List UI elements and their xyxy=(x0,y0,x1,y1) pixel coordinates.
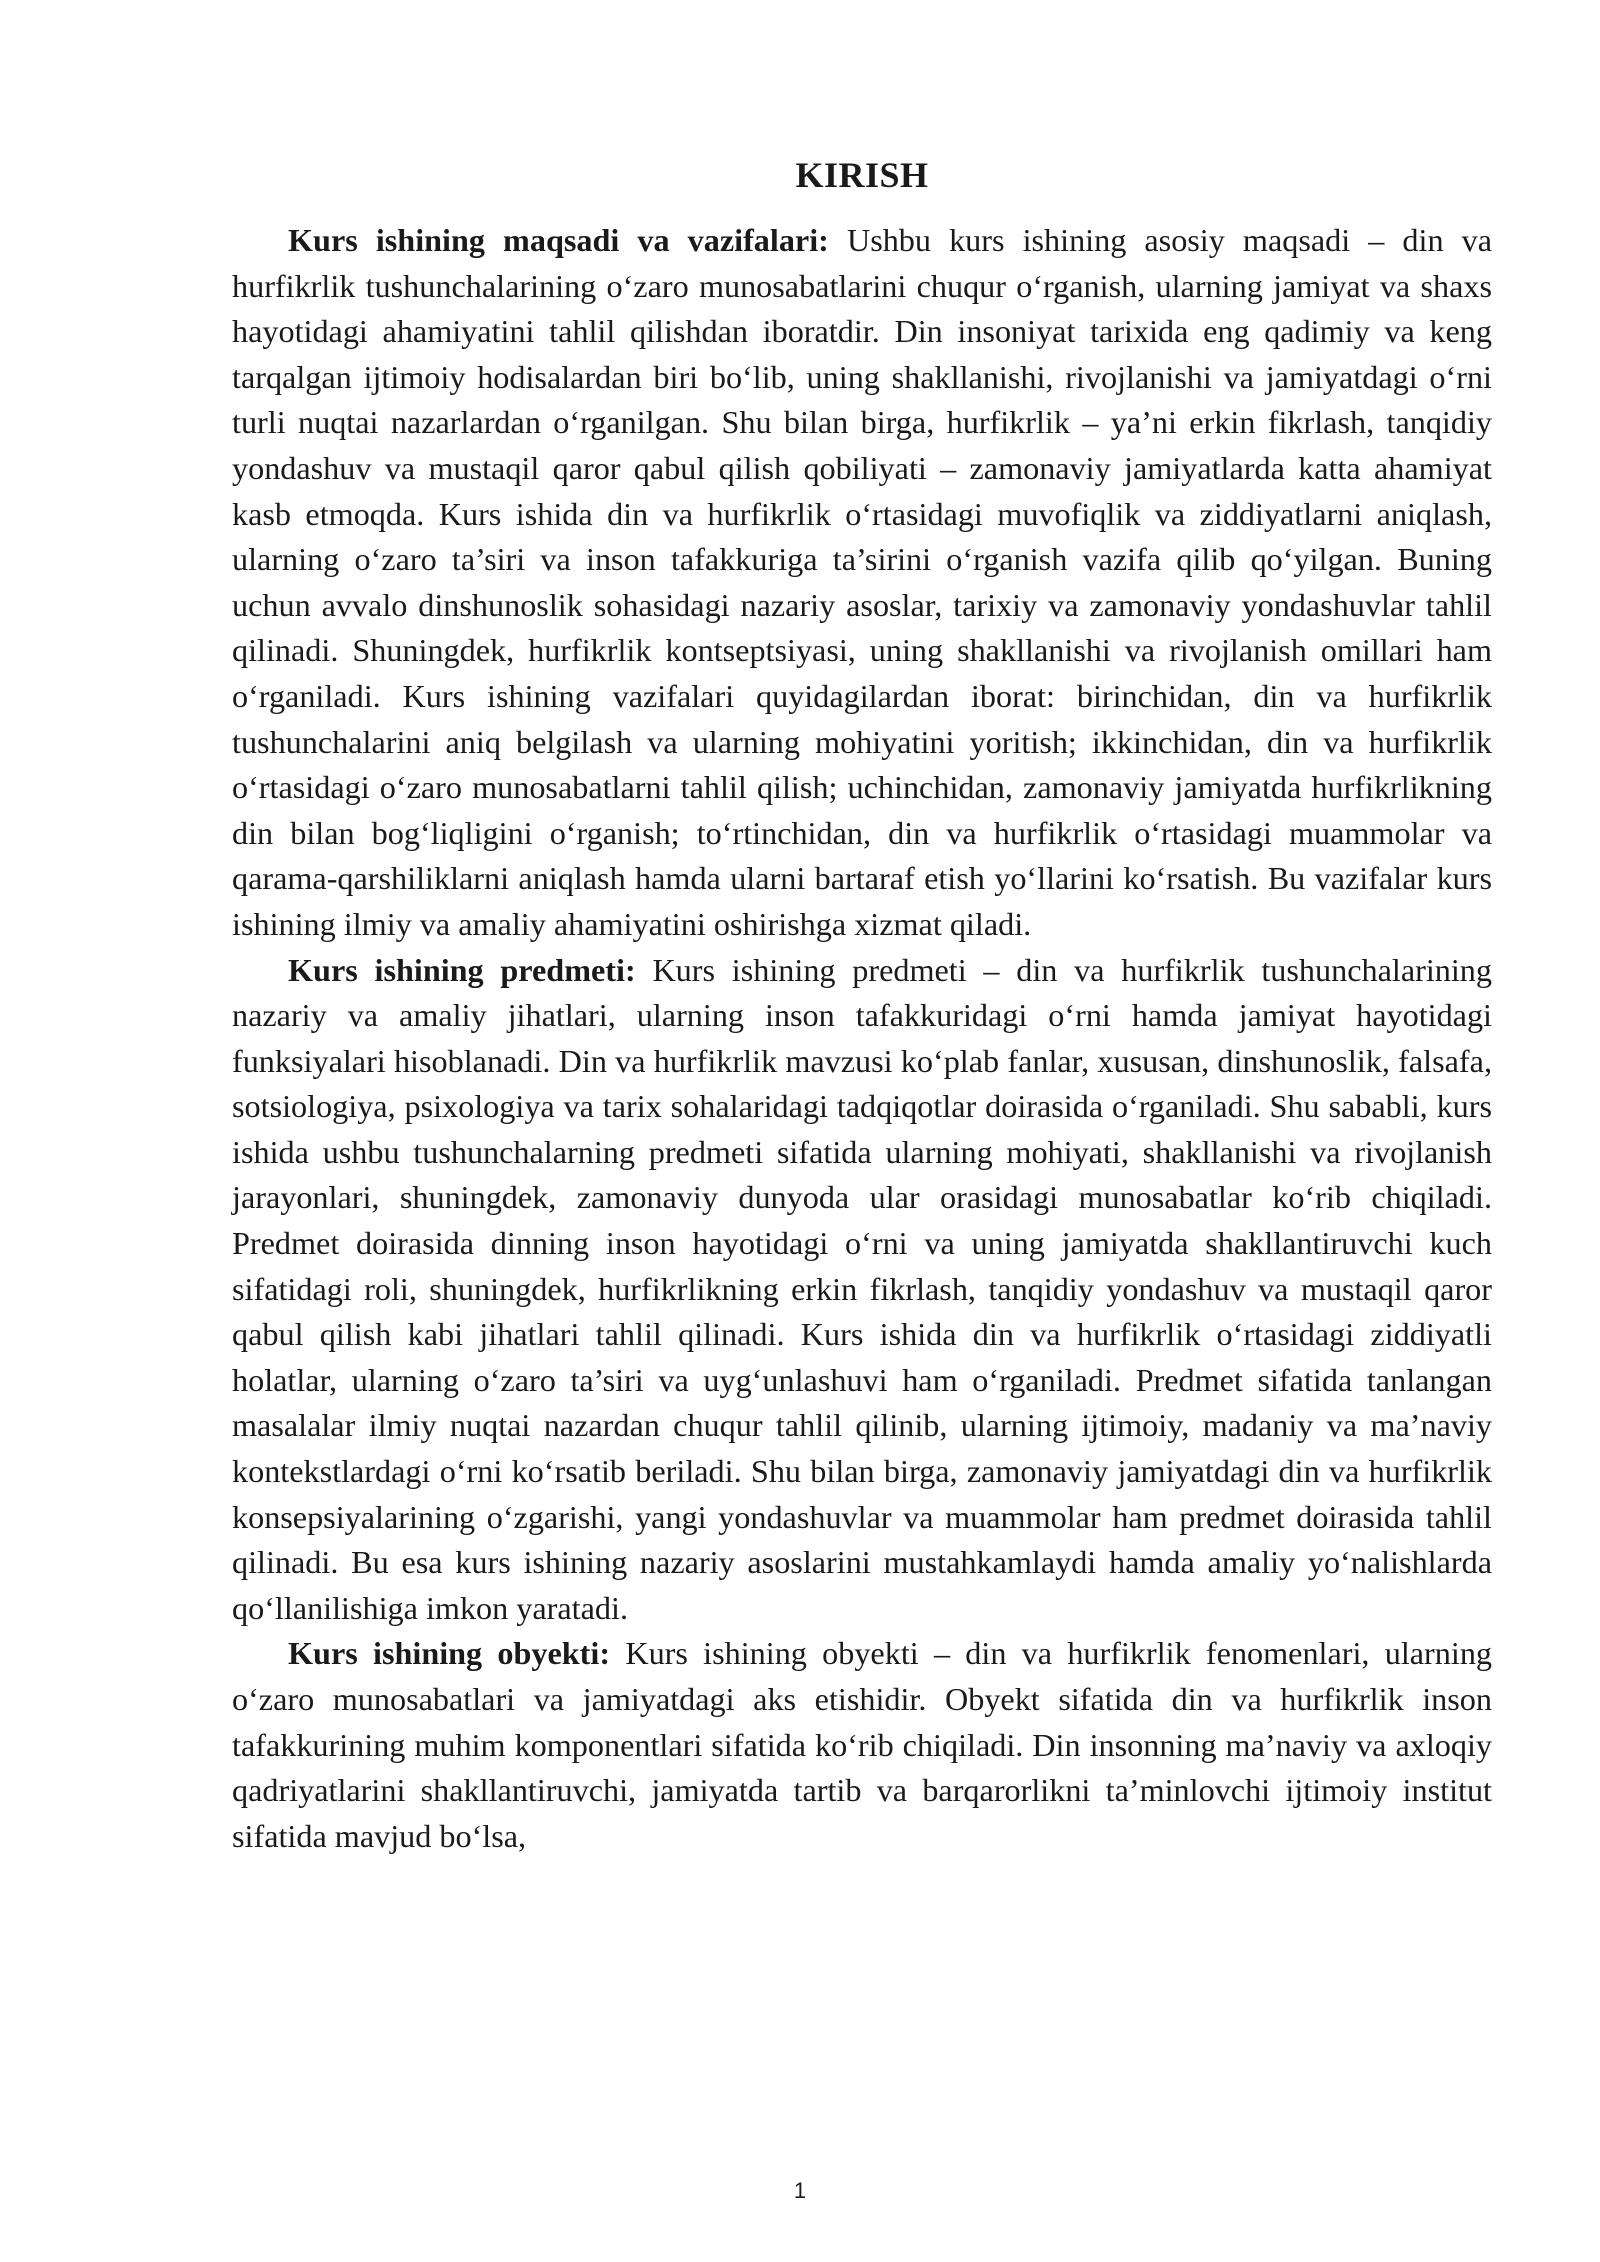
paragraph-text: Ushbu kurs ishining asosiy maqsadi – din va hurfikrlik tushunchalarining o‘zaro munosabatlarini chuqur o‘rganish, ularning jamiyat va shaxs hayotidagi ahamiyatini tahlil qilishdan iboratdir. Din insoniyat tarixida eng qadimiy va keng tarqalgan ijtimoiy hodisalardan biri bo‘lib, uning shakllanishi, rivojlanishi va jamiyatdagi o‘rni turli nuqtai nazarlardan o‘rganilgan. Shu bilan birga, hurfikrlik – ya’ni erkin fikrlash, tanqidiy yondashuv va mustaqil qaror qabul qilish qobiliyati – zamonaviy jamiyatlarda katta ahamiyat kasb etmoqda. Kurs ishida din va hurfikrlik o‘rtasidagi muvofiqlik va ziddiyatlarni aniqlash, ularning o‘zaro ta’siri va inson tafakkuriga ta’sirini o‘rganish vazifa qilib qo‘yilgan. Buning uchun avvalo dinshunoslik sohasidagi nazariy asoslar, tarixiy va zamonaviy yondashuvlar tahlil qilinadi. Shuningdek, hurfikrlik kontseptsiyasi, uning shakllanishi va rivojlanish omillari ham o‘rganiladi. Kurs ishining vazifalari quyidagilardan iborat: birinchidan, din va hurfikrlik tushunchalarini aniq belgilash va ularning mohiyatini yoritish; ikkinchidan, din va hurfikrlik o‘rtasidagi o‘zaro munosabatlarni tahlil qilish; uchinchidan, zamonaviy jamiyatda hurfikrlikning din bilan bog‘liqligini o‘rganish; to‘rtinchidan, din va hurfikrlik o‘rtasidagi muammolar va qarama-qarshiliklarni aniqlash hamda ularni bartaraf etish yo‘llarini ko‘rsatish. Bu vazifalar kurs ishining ilmiy va amaliy ahamiyatini oshirishga xizmat qiladi. xyxy=(232,222,1492,942)
paragraph-subject xyxy=(232,948,1492,1632)
paragraph-lead: Kurs ishining obyekti: xyxy=(288,1635,611,1672)
paragraph-purpose xyxy=(232,218,1492,948)
paragraph-text: Kurs ishining obyekti – din va hurfikrlik fenomenlari, ularning o‘zaro munosabatlari va jamiyatdagi aks etishidir. Obyekt sifatida din va hurfikrlik inson tafakkurining muhim komponentlari sifatida ko‘rib chiqiladi. Din insonning ma’naviy va axloqiy qadriyatlarini shakllantiruvchi, jamiyatda tartib va barqarorlikni ta’minlovchi ijtimoiy institut sifatida mavjud bo‘lsa, xyxy=(232,1635,1493,1854)
page-title: KIRISH xyxy=(795,155,929,195)
paragraph-lead: Kurs ishining maqsadi va vazifalari: xyxy=(288,222,829,258)
page-number: 1 xyxy=(793,2178,807,2203)
paragraph-object xyxy=(232,1631,1492,1859)
paragraph-lead: Kurs ishining predmeti: xyxy=(288,951,636,988)
document-page xyxy=(232,150,1492,1859)
paragraph-text: Kurs ishining predmeti – din va hurfikrlik tushunchalarining nazariy va amaliy jihatlari, ularning inson tafakkuridagi o‘rni hamda jamiyat hayotidagi funksiyalari hisoblanadi. Din va hurfikrlik mavzusi ko‘plab fanlar, xususan, dinshunoslik, falsafa, sotsiologiya, psixologiya va tarix sohalaridagi tadqiqotlar doirasida o‘rganiladi. Shu sababli, kurs ishida ushbu tushunchalarning predmeti sifatida ularning mohiyati, shakllanishi va rivojlanish jarayonlari, shuningdek, zamonaviy dunyoda ular orasidagi munosabatlar ko‘rib chiqiladi. Predmet doirasida dinning inson hayotidagi o‘rni va uning jamiyatda shakllantiruvchi kuch sifatidagi roli, shuningdek, hurfikrlikning erkin fikrlash, tanqidiy yondashuv va mustaqil qaror qabul qilish kabi jihatlari tahlil qilinadi. Kurs ishida din va hurfikrlik o‘rtasidagi ziddiyatli holatlar, ularning o‘zaro ta’siri va uyg‘unlashuvi ham o‘rganiladi. Predmet sifatida tanlangan masalalar ilmiy nuqtai nazardan chuqur tahlil qilinib, ularning ijtimoiy, madaniy va ma’naviy kontekstlardagi o‘rni ko‘rsatib beriladi. Shu bilan birga, zamonaviy jamiyatdagi din va hurfikrlik konsepsiyalarining o‘zgarishi, yangi yondashuvlar va muammolar ham predmet doirasida tahlil qilinadi. Bu esa kurs ishining nazariy asoslarini mustahkamlaydi hamda amaliy yo‘nalishlarda qo‘llanilishiga imkon yaratadi. xyxy=(232,951,1492,1626)
